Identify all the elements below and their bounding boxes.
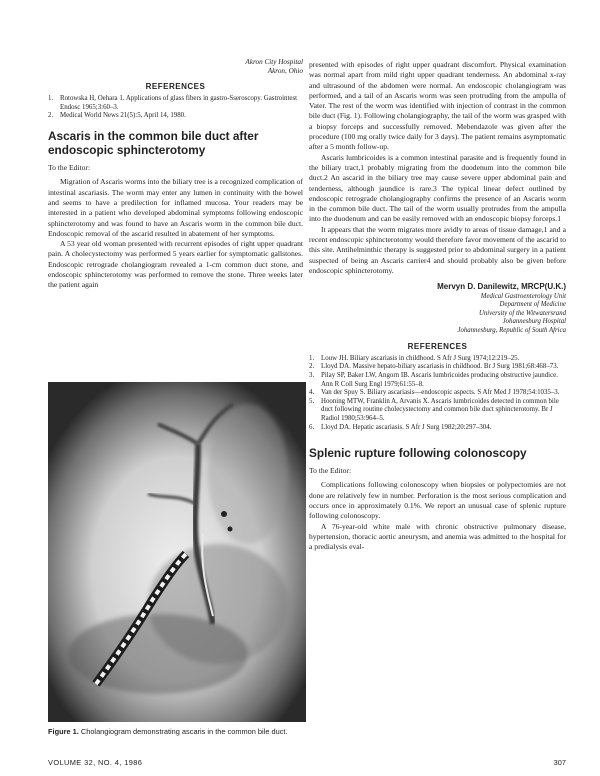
article-title: Splenic rupture following colonoscopy [309, 446, 527, 461]
reference-number: 2. [309, 363, 315, 371]
reference-number: 4. [309, 389, 315, 397]
reference-number: 6. [309, 423, 315, 431]
body-paragraph: Migration of Ascaris worms into the biliary tree is a recognized complication of intestinal ascariasis. The worm may enter any lumen in continuity with the bowel and seems to have a predilection for inflamed mucosa. Your readers may be interested in a patient who developed abdominal symptoms following endoscopic sphincterotomy and was found to have an Ascaris worm in the common bile duct. Endoscopic removal of the ascarid resulted in abatement of her symptoms. [48, 177, 303, 238]
cholangiogram-figure [48, 354, 306, 722]
reference-number: 2. [48, 112, 54, 120]
salutation: To the Editor: [309, 466, 352, 476]
reference-item [309, 372, 566, 389]
affiliation-line: Akron City Hospital [245, 58, 303, 66]
signature-name: Mervyn D. Danilewitz, MRCP(U.K.) [437, 282, 566, 292]
affiliation-line: Johannesburg, Republic of South Africa [457, 326, 566, 334]
reference-item [48, 95, 303, 112]
article-title: Ascaris in the common bile duct after endoscopic sphincterotomy [48, 129, 259, 158]
signature-affiliation [309, 293, 566, 336]
left-column [48, 58, 303, 291]
reference-item [309, 363, 566, 372]
reference-text: Hooning MTW, Franklin A, Arvanis X. Ascaris lumbricoides detected in common bile duct following routine cholecystectomy and common bile duct sphincterotomy. Br J Radiol 1980;53:964–5. [321, 397, 559, 422]
right-column [309, 60, 566, 553]
body-paragraph: It appears that the worm migrates more avidly to areas of tissue damage,1 and a recent endoscopic sphincterotomy would therefore favor movement of the ascarid to this site. Antihelminthic therapy is suggested prior to abdominal surgery in a patient suspected of being an Ascaris carrier4 and should probably also be given before endoscopic sphincterotomy. [309, 224, 566, 275]
reference-number: 5. [309, 397, 315, 405]
body-paragraph: A 76-year-old white male with chronic obstructive pulmonary disease, hypertension, thoracic aortic aneurysm, and anemia was admitted to the hospital for a predialysis eval- [309, 521, 566, 552]
body-paragraph: Complications following colonoscopy when biopsies or polypectomies are not done are relatively few in number. Perforation is the most serious complication and occurs once in approximately 0.1%. We report an unusual case of splenic rupture following colonoscopy. [309, 480, 566, 521]
references-heading: REFERENCES [145, 82, 206, 91]
reference-text: Lloyd DA. Hepatic ascariasis. S Afr J Surg 1982;20:297–304. [321, 423, 492, 431]
figure-caption-text: Cholangiogram demonstrating ascaris in the common bile duct. [80, 727, 288, 736]
reference-number: 1. [309, 354, 315, 362]
figure-caption [48, 727, 303, 736]
reference-item [48, 112, 303, 121]
affiliation-line: Johannesburg Hospital [502, 318, 566, 326]
affiliation-line: Akron, Ohio [267, 67, 303, 75]
reference-item [309, 389, 566, 398]
reference-item [309, 398, 566, 424]
reference-number: 3. [309, 371, 315, 379]
affiliation-line: University of the Witwatersrand [478, 309, 566, 317]
salutation: To the Editor: [48, 163, 91, 173]
references-heading: REFERENCES [407, 341, 468, 351]
body-paragraph: A 53 year old woman presented with recurrent episodes of right upper quadrant pain. A cholecystectomy was performed 5 years earlier for symptomatic gallstones. Endoscopic retrograde cholangiogram revealed a 1-cm common duct stone, and endoscopic sphincterotomy was performed to remove the stone. Three weeks later the patient again [48, 239, 303, 290]
body-paragraph: presented with episodes of right upper quadrant discomfort. Physical examination was normal apart from mild right upper quadrant tenderness. An abdominal x-ray and ultrasound of the abdomen were normal. An endoscopic cholangiogram was performed, and a tail of an Ascaris worm was seen protruding from the ampulla of Vater. The rest of the worm was identified with injection of contrast in the common bile duct (Fig. 1). Following cholangiography, the tail of the worm was grasped with a biopsy forceps and successfully removed. Mebendazole was given after the procedure (100 mg orally twice daily for 3 days). The patient remains asymptomatic after a 5 month follow-up. [309, 60, 566, 152]
reference-list [48, 95, 303, 121]
reference-text: Lloyd DA. Massive hepato-biliary ascariasis in childhood. Br J Surg 1981;68:468–73. [321, 363, 559, 371]
reference-number: 1. [48, 95, 54, 103]
figure-label: Figure 1. [48, 727, 79, 736]
reference-item [309, 424, 566, 433]
author-affiliation [48, 58, 303, 76]
reference-text: Louw JH. Biliary ascariasis in childhood. S Afr J Surg 1974;12:219–25. [321, 354, 520, 362]
reference-text: Rotowska H, Oehara 1. Applications of glass fibers in gastro-Sseroscopy. Gastrointest Endosc 1965;3:60–3. [60, 95, 298, 111]
page-number: 307 [553, 758, 566, 767]
affiliation-line: Department of Medicine [499, 301, 566, 309]
journal-volume: VOLUME 32, NO. 4, 1986 [48, 758, 143, 767]
body-paragraph: Ascaris lumbricoides is a common intestinal parasite and is frequently found in the biliary tract,1 probably migrating from the duodenum into the common bile duct.2 An ascarid in the biliary tree may cause severe upper abdominal pain and tenderness, although jaundice is rare.3 The typical linear defect outlined by endoscopic retrograde cholangiography confirms the presence of an Ascaris worm in the common bile duct. The tail of the worm usually protrudes from the ampulla into the duodenum and can be easily removed with an endoscopic biopsy forceps.1 [309, 152, 566, 224]
reference-item [309, 355, 566, 364]
reference-list [309, 355, 566, 432]
reference-text: Medical World News 21(5):5, April 14, 1980. [60, 112, 186, 120]
reference-text: Pilay SP, Baker LW, Angorn IB. Ascaris lumbricoides producing obstructive jaundice. Ann R Coll Surg Engl 1979;61:55–8. [321, 371, 558, 388]
affiliation-line: Medical Gastroenterology Unit [480, 292, 566, 300]
reference-text: Van der Spuy S. Biliary ascariasis—endoscopic aspects. S Afr Med J 1978;54:1035–3. [321, 389, 560, 397]
